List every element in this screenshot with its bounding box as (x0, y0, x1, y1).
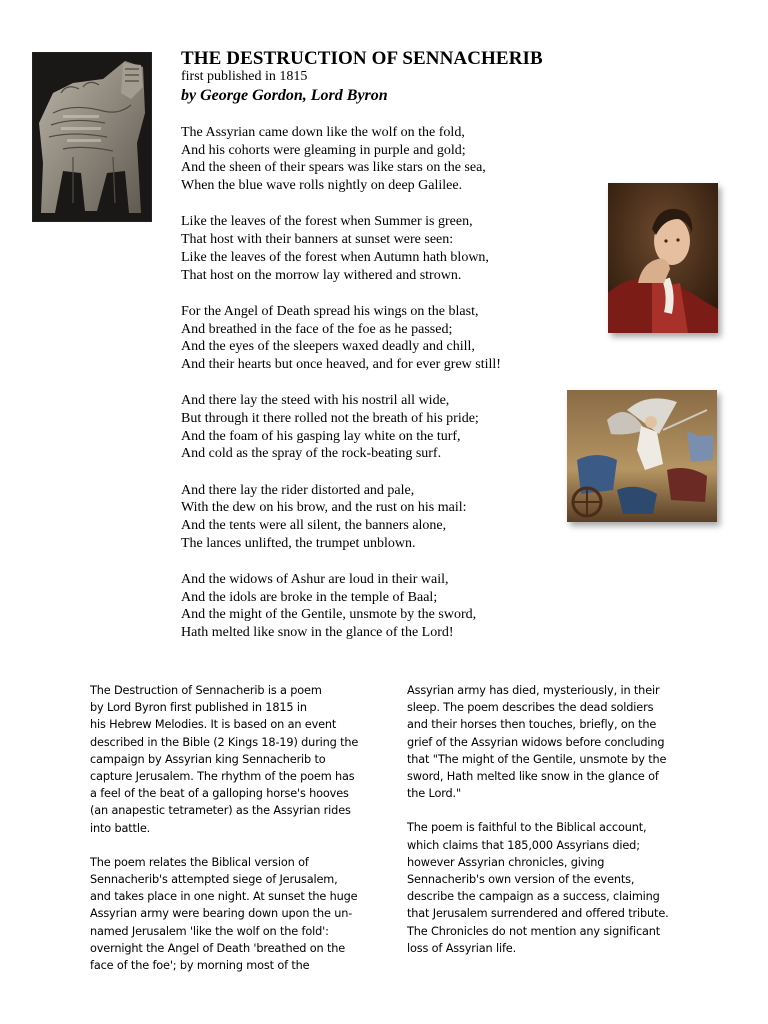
stanza (181, 392, 561, 463)
commentary-left-column (90, 682, 380, 991)
stanza (181, 571, 561, 642)
poem-line: Like the leaves of the forest when Autumn hath blown, (181, 249, 489, 265)
poem-line: And there lay the steed with his nostril all wide, (181, 393, 450, 409)
commentary-line: Assyrian army has died, mysteriously, in their (407, 684, 660, 697)
poem-line: And breathed in the face of the foe as he passed; (181, 321, 453, 337)
commentary-line: campaign by Assyrian king Sennacherib to (90, 752, 326, 766)
poem-line: But through it there rolled not the breath of his pride; (181, 410, 479, 426)
poem-line: The Assyrian came down like the wolf on the fold, (181, 125, 465, 140)
angel-battle-image (567, 390, 717, 522)
poem-line: And there lay the rider distorted and pale, (181, 482, 415, 498)
poem-line: Like the leaves of the forest when Summer is green, (181, 214, 473, 230)
poem-title: THE DESTRUCTION OF SENNACHERIB (181, 48, 543, 69)
commentary-line: (an anapestic tetrameter) as the Assyrian rides (90, 804, 351, 818)
poem-line: For the Angel of Death spread his wings on the blast, (181, 303, 479, 319)
stanza (181, 482, 561, 553)
commentary-line: into battle. (90, 821, 151, 835)
commentary-paragraph (407, 819, 697, 957)
poem-line: And the idols are broke in the temple of Baal; (181, 589, 438, 605)
poem-line: When the blue wave rolls nightly on deep Galilee. (181, 178, 463, 194)
commentary-paragraph (407, 682, 697, 802)
poem-line: And the sheen of their spears was like stars on the sea, (181, 160, 486, 176)
lamassu-relief-image (33, 53, 151, 221)
stanza (181, 124, 561, 195)
poem-line: And the eyes of the sleepers waxed deadly and chill, (181, 339, 475, 355)
commentary-line: capture Jerusalem. The rhythm of the poem has (90, 770, 355, 784)
commentary-line: describe the campaign as a success, claiming (407, 890, 660, 904)
poem-line: With the dew on his brow, and the rust on his mail: (181, 500, 467, 516)
commentary-line: that "The might of the Gentile, unsmote by the (407, 752, 667, 766)
commentary-line: Sennacherib's own version of the events, (407, 873, 635, 887)
commentary-line: grief of the Assyrian widows before concluding (407, 735, 665, 749)
poem-line: And the foam of his gasping lay white on the turf, (181, 428, 461, 444)
poem-line: That host with their banners at sunset were seen: (181, 232, 454, 248)
commentary-line: loss of Assyrian life. (407, 941, 517, 955)
poem-line: And their hearts but once heaved, and for ever grew still! (181, 356, 501, 372)
poem-line: And cold as the spray of the rock-beating surf. (181, 446, 442, 462)
commentary-paragraph (90, 854, 380, 974)
poem-line: And the tents were all silent, the banners alone, (181, 518, 447, 534)
poem-line: That host on the morrow lay withered and strown. (181, 267, 462, 283)
byron-portrait-image (608, 183, 718, 333)
commentary-line: described in the Bible (2 Kings 18-19) during the (90, 735, 359, 749)
stanza (181, 303, 561, 374)
commentary-line: named Jerusalem 'like the wolf on the fold': (90, 924, 329, 938)
commentary-line: The poem relates the Biblical version of (90, 855, 309, 869)
commentary-line: overnight the Angel of Death 'breathed on the (90, 941, 346, 955)
commentary-line: by Lord Byron first published in 1815 in (90, 701, 307, 715)
stanza (181, 213, 561, 284)
commentary-line: his Hebrew Melodies. It is based on an event (90, 718, 337, 732)
poem-line: Hath melted like snow in the glance of the Lord! (181, 625, 454, 641)
commentary-right-column (407, 682, 697, 974)
poem-line: And his cohorts were gleaming in purple and gold; (181, 142, 466, 158)
commentary-line: a feel of the beat of a galloping horse's hooves (90, 787, 349, 801)
commentary-line: and their horses then touches, briefly, on the (407, 718, 657, 732)
poem-line: The lances unlifted, the trumpet unblown. (181, 535, 416, 551)
publication-note: first published in 1815 (181, 69, 308, 84)
commentary-line: which claims that 185,000 Assyrians died; (407, 838, 640, 852)
commentary-line: The Chronicles do not mention any significant (407, 924, 661, 938)
commentary-line: however Assyrian chronicles, giving (407, 855, 605, 869)
commentary-line: sword, Hath melted like snow in the glance of (407, 770, 659, 784)
poem-line: And the widows of Ashur are loud in their wail, (181, 572, 449, 588)
commentary-line: Sennacherib's attempted siege of Jerusalem, (90, 873, 338, 887)
poem-author: by George Gordon, Lord Byron (181, 87, 388, 104)
poem-line: And the might of the Gentile, unsmote by the sword, (181, 607, 477, 623)
commentary-line: face of the foe'; by morning most of the (90, 959, 310, 973)
commentary-line: that Jerusalem surrendered and offered tribute. (407, 907, 669, 921)
commentary-line: The poem is faithful to the Biblical account, (407, 821, 647, 835)
commentary-paragraph (90, 682, 380, 837)
commentary-line: Assyrian army were bearing down upon the un- (90, 907, 353, 921)
commentary-line: sleep. The poem describes the dead soldiers (407, 701, 654, 715)
commentary-line: The Destruction of Sennacherib is a poem (90, 684, 322, 697)
poem-body (181, 124, 561, 660)
commentary-line: the Lord." (407, 787, 462, 801)
commentary-line: and takes place in one night. At sunset the huge (90, 890, 358, 904)
